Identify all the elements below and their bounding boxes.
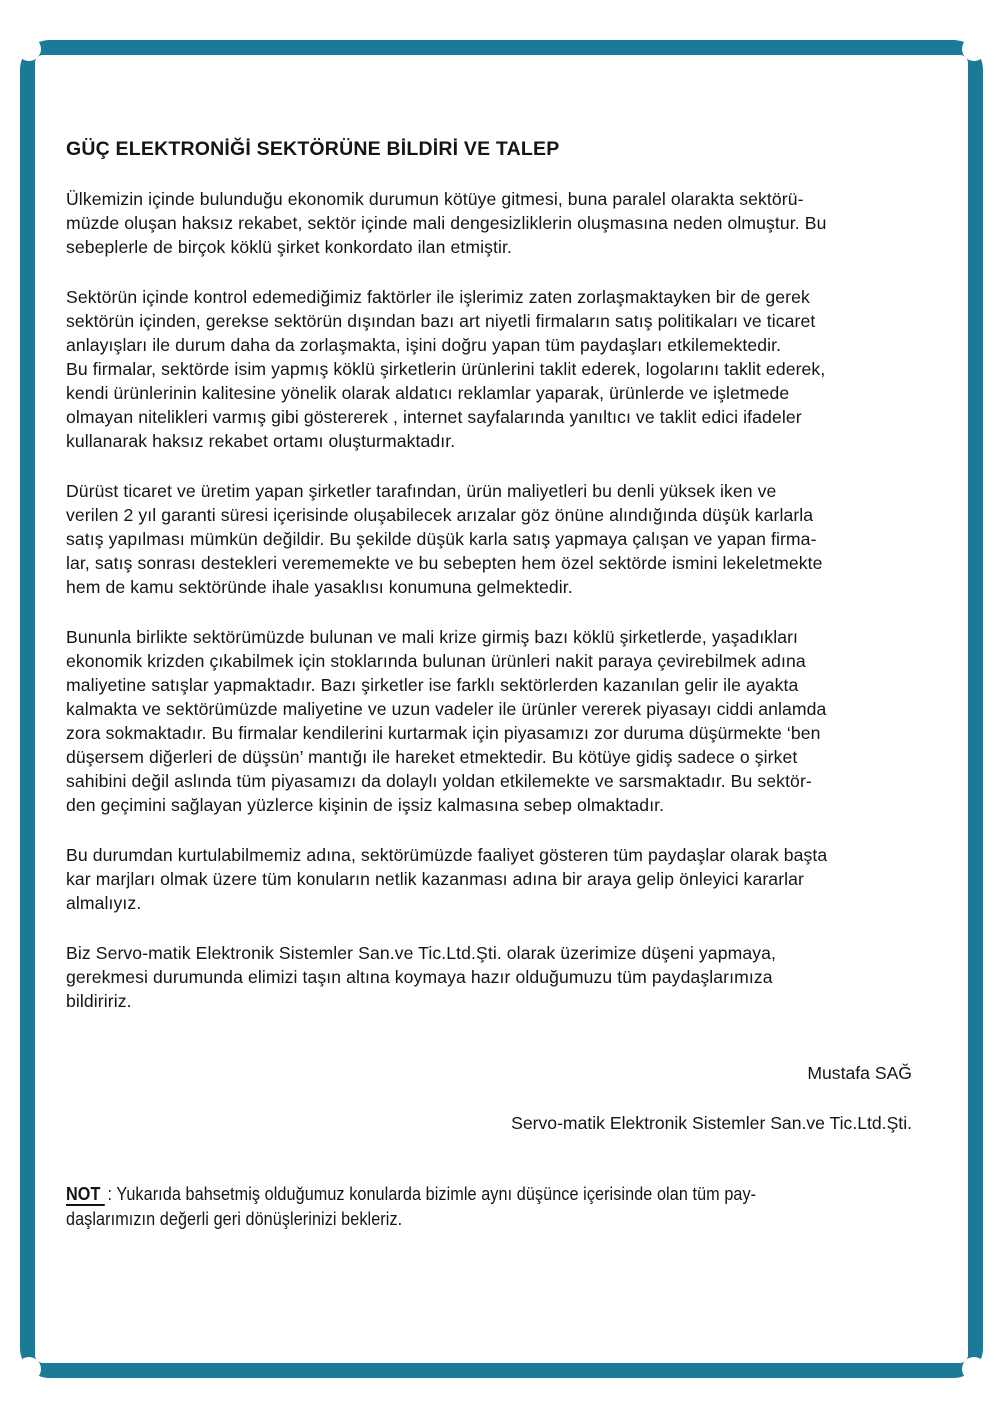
note-label: NOT <box>66 1183 105 1206</box>
corner-notch-top-left <box>17 37 41 61</box>
text-line: anlayışları ile durum daha da zorlaşmakta, işini doğru yapan tüm paydaşları etkilemektedir. <box>66 335 782 355</box>
text-line: Sektörün içinde kontrol edemediğimiz faktörler ile işlerimiz zaten zorlaşmaktayken bir de gerek <box>66 287 810 307</box>
text-line: den geçimini sağlayan yüzlerce kişinin de işsiz kalmasına sebep olmaktadır. <box>66 795 665 815</box>
paragraph-6 <box>66 941 938 1013</box>
text-line: kendi ürünlerinin kalitesine yönelik olarak aldatıcı reklamlar yaparak, ürünlerde ve işletmede <box>66 383 790 403</box>
text-line: olmayan nitelikleri varmış gibi göstererek , internet sayfalarında yanıltıcı ve taklit edici ifadeler <box>66 407 802 427</box>
text-line: düşersem diğerleri de düşsün’ mantığı ile hareket etmektedir. Bu kötüye gidiş sadece o şirket <box>66 747 798 767</box>
paragraph-3 <box>66 479 938 599</box>
note-block <box>66 1181 939 1231</box>
text-line: maliyetine satışlar yapmaktadır. Bazı şirketler ise farklı sektörlerden kazanılan gelir ile ayakta <box>66 675 799 695</box>
text-line: lar, satış sonrası destekleri verememekte ve bu sebepten hem özel sektörde ismini lekeletmekte <box>66 553 823 573</box>
text-line: Ülkemizin içinde bulunduğu ekonomik durumun kötüye gitmesi, buna paralel olarakta sektörü- <box>66 189 804 209</box>
paragraph-2 <box>66 285 938 453</box>
text-line: Dürüst ticaret ve üretim yapan şirketler tarafından, ürün maliyetleri bu denli yüksek iken ve <box>66 481 777 501</box>
text-line: almalıyız. <box>66 893 142 913</box>
text-line: kalmakta ve sektörümüzde maliyetine ve uzun vadeler ile ürünler vererek piyasayı ciddi anlamda <box>66 699 827 719</box>
note-text: : Yukarıda bahsetmiş olduğumuz konularda bizimle aynı düşünce içerisinde olan tüm pay- <box>107 1183 757 1204</box>
text-line: hem de kamu sektöründe ihale yasaklısı konumuna gelmektedir. <box>66 577 573 597</box>
text-line: bildiririz. <box>66 991 132 1011</box>
text-line: zora sokmaktadır. Bu firmalar kendilerini kurtarmak için piyasamızı zor duruma düşürmekte ‘ben <box>66 723 821 743</box>
corner-notch-top-right <box>962 37 986 61</box>
text-line: sebeplerle de birçok köklü şirket konkordato ilan etmiştir. <box>66 237 512 257</box>
letter-content <box>66 138 938 1231</box>
text-line: kar marjları olmak üzere tüm konuların netlik kazanması adına bir araya gelip önleyici kararlar <box>66 869 804 889</box>
text-line: müzde oluşan haksız rekabet, sektör içinde mali dengesizliklerin oluşmasına neden olmuştur. Bu <box>66 213 827 233</box>
text-line: kullanarak haksız rekabet ortamı oluşturmaktadır. <box>66 431 456 451</box>
signature-name: Mustafa SAĞ <box>807 1063 912 1083</box>
paragraph-1 <box>66 187 938 259</box>
corner-notch-bottom-right <box>962 1357 986 1381</box>
text-line: ekonomik krizden çıkabilmek için stoklarında bulunan ürünleri nakit paraya çevirebilmek adına <box>66 651 806 671</box>
text-line: sektörün içinden, gerekse sektörün dışından bazı art niyetli firmaların satış politikaları ve ticaret <box>66 311 816 331</box>
paragraph-4 <box>66 625 938 817</box>
text-line: sahibini değil aslında tüm piyasamızı da dolaylı yoldan etkilemekte ve sarsmaktadır. Bu sektör- <box>66 771 812 791</box>
text-line: Bununla birlikte sektörümüzde bulunan ve mali krize girmiş bazı köklü şirketlerde, yaşadıkları <box>66 627 799 647</box>
text-line: Biz Servo-matik Elektronik Sistemler San.ve Tic.Ltd.Şti. olarak üzerimize düşeni yapmaya, <box>66 943 776 963</box>
paragraph-5 <box>66 843 938 915</box>
signature-company: Servo-matik Elektronik Sistemler San.ve Tic.Ltd.Şti. <box>511 1113 912 1133</box>
text-line: satış yapılması mümkün değildir. Bu şekilde düşük karla satış yapmaya çalışan ve yapan firma- <box>66 529 817 549</box>
text-line: Bu durumdan kurtulabilmemiz adına, sektörümüzde faaliyet gösteren tüm paydaşlar olarak başta <box>66 845 828 865</box>
note-line-1 <box>66 1181 939 1206</box>
text-line: gerekmesi durumunda elimizi taşın altına koymaya hazır olduğumuzu tüm paydaşlarımıza <box>66 967 773 987</box>
text-line: verilen 2 yıl garanti süresi içerisinde oluşabilecek arızalar göz önüne alındığında düşük karlarla <box>66 505 814 525</box>
corner-notch-bottom-left <box>17 1357 41 1381</box>
note-line-2: daşlarımızın değerli geri dönüşlerinizi bekleriz. <box>66 1208 403 1229</box>
text-line: Bu firmalar, sektörde isim yapmış köklü şirketlerin ürünlerini taklit ederek, logolarını taklit ederek, <box>66 359 826 379</box>
document-title: GÜÇ ELEKTRONİĞİ SEKTÖRÜNE BİLDİRİ VE TALEP <box>66 138 560 160</box>
